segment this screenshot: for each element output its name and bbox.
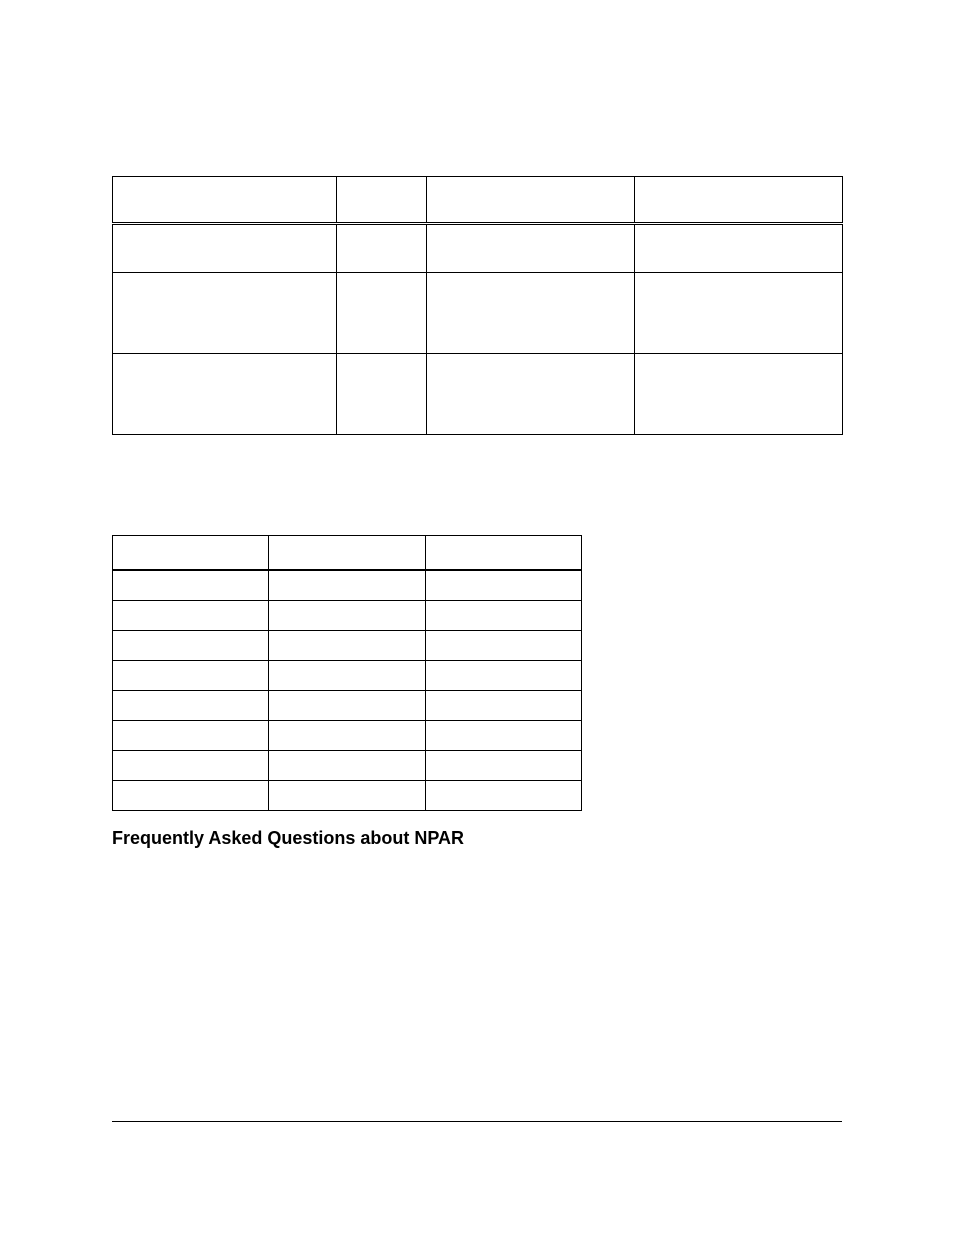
table-row	[113, 273, 843, 354]
table-cell	[427, 224, 635, 273]
table-row	[113, 661, 582, 691]
table-cell	[426, 661, 582, 691]
table-cell	[113, 224, 337, 273]
table-cell	[426, 781, 582, 811]
table-cell	[113, 781, 269, 811]
table-cell	[269, 781, 426, 811]
partition-values-table	[112, 535, 582, 811]
table-row	[113, 601, 582, 631]
header-cell	[427, 177, 635, 224]
table-row	[113, 721, 582, 751]
table-cell	[427, 354, 635, 435]
table-cell	[269, 570, 426, 601]
table-cell	[337, 354, 427, 435]
table-cell	[113, 691, 269, 721]
table-row	[113, 631, 582, 661]
table-cell	[269, 601, 426, 631]
table-header-row	[113, 536, 582, 571]
table-cell	[426, 751, 582, 781]
table-row	[113, 691, 582, 721]
table-cell	[269, 661, 426, 691]
table-cell	[337, 273, 427, 354]
header-cell	[269, 536, 426, 571]
table-cell	[426, 721, 582, 751]
table-cell	[113, 354, 337, 435]
table-cell	[269, 751, 426, 781]
table-cell	[635, 354, 843, 435]
header-cell	[635, 177, 843, 224]
table-cell	[337, 224, 427, 273]
table-cell	[426, 691, 582, 721]
table-cell	[269, 691, 426, 721]
table-cell	[426, 631, 582, 661]
table-cell	[426, 570, 582, 601]
table-cell	[113, 721, 269, 751]
table-cell	[426, 601, 582, 631]
table-cell	[635, 273, 843, 354]
header-cell	[113, 177, 337, 224]
table-cell	[635, 224, 843, 273]
header-cell	[337, 177, 427, 224]
table-cell	[113, 751, 269, 781]
table-row	[113, 224, 843, 273]
table-row	[113, 354, 843, 435]
table-cell	[269, 631, 426, 661]
table-cell	[113, 631, 269, 661]
section-heading: Frequently Asked Questions about NPAR	[112, 828, 465, 848]
table-cell	[113, 601, 269, 631]
table-cell	[113, 273, 337, 354]
header-cell	[426, 536, 582, 571]
table-cell	[427, 273, 635, 354]
table-cell	[269, 721, 426, 751]
footer-divider	[112, 1121, 842, 1122]
table-cell	[113, 570, 269, 601]
header-cell	[113, 536, 269, 571]
table-row	[113, 781, 582, 811]
table-row	[113, 751, 582, 781]
table-cell	[113, 661, 269, 691]
partition-settings-table	[112, 176, 843, 435]
table-row	[113, 570, 582, 601]
table-header-row	[113, 177, 843, 224]
